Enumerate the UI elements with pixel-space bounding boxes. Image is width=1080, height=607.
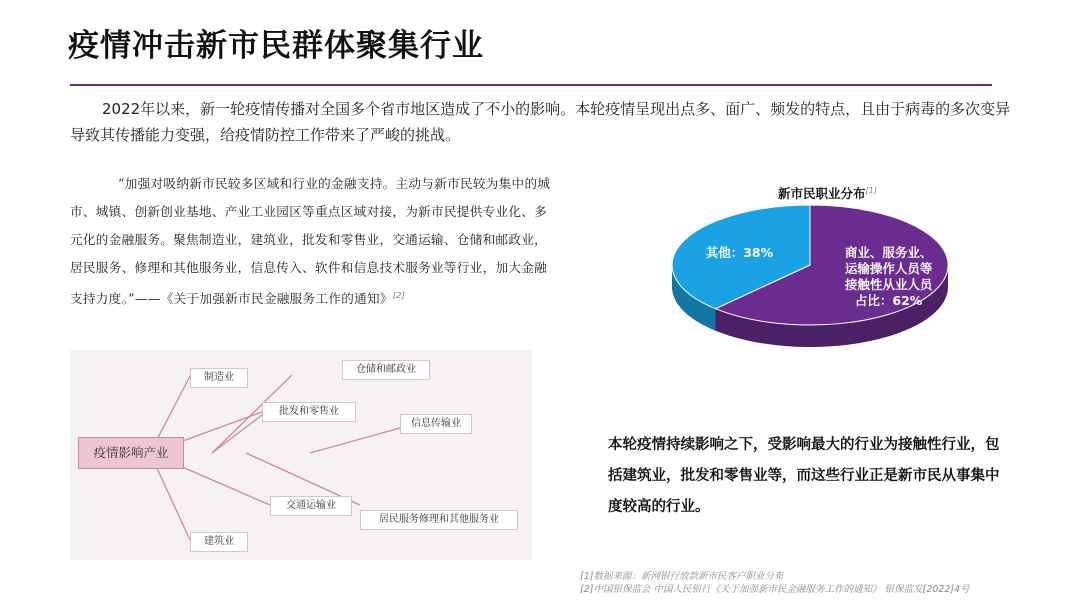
mindmap-node-it: 信息传输业 bbox=[400, 414, 472, 434]
mindmap-node-manufacturing: 制造业 bbox=[190, 368, 248, 388]
intro-paragraph: 2022年以来，新一轮疫情传播对全国多个省市地区造成了不小的影响。本轮疫情呈现出点多、面广、频发的特点，且由于病毒的多次变异导致其传播能力变强，给疫情防控工作带来了严峻的挑战。 bbox=[70, 100, 1011, 144]
mindmap-node-wholesale: 批发和零售业 bbox=[262, 402, 356, 422]
pie-chart-title-text: 新市民职业分布 bbox=[778, 186, 866, 201]
mindmap-node-transport: 交通运输业 bbox=[270, 496, 352, 516]
industry-mindmap bbox=[70, 350, 532, 560]
occupation-pie-chart bbox=[660, 195, 960, 390]
summary-text: 本轮疫情持续影响之下，受影响最大的行业为接触性行业，包括建筑业，批发和零售业等，而这些行业正是新市民从事集中度较高的行业。 bbox=[608, 437, 1000, 515]
pie-label-0-line-2: 接触性从业人员 bbox=[844, 277, 933, 293]
footnote-2: [2]中国银保监会 中国人民银行《关于加强新市民金融服务工作的通知》 银保监发[2022]4号 bbox=[580, 584, 970, 595]
policy-quote-text: “加强对吸纳新市民较多区域和行业的金融支持。主动与新市民较为集中的城市、城镇、创新创业基地、产业工业园区等重点区域对接，为新市民提供专业化、多元化的金融服务。聚焦制造业，建筑业，批发和零售业，交通运输、仓储和邮政业，居民服务、修理和其他服务业，信息传入、软件和信息技术服务业等行业，加大金融支持力度。”——《关于加强新市民金融服务工作的通知》 bbox=[70, 176, 551, 307]
pie-label-1-line-0: 其他：38% bbox=[705, 244, 774, 260]
quote-reference: [2] bbox=[392, 291, 406, 300]
page-title: 疫情冲击新市民群体聚集行业 bbox=[68, 28, 484, 64]
mindmap-root: 疫情影响产业 bbox=[78, 437, 184, 469]
pie-chart-title-ref: [1] bbox=[865, 185, 877, 195]
mindmap-node-services: 居民服务修理和其他服务业 bbox=[360, 510, 518, 530]
pie-label-0-line-3: 占比：62% bbox=[854, 293, 923, 309]
policy-quote bbox=[70, 170, 555, 313]
footnote-1: [1]数据来源：新网银行放款新市民客户职业分布 bbox=[580, 571, 784, 582]
title-divider bbox=[70, 84, 992, 86]
mindmap-node-warehouse: 仓储和邮政业 bbox=[342, 360, 430, 380]
pie-label-0-line-1: 运输操作人员等 bbox=[844, 261, 933, 277]
mindmap-node-construction: 建筑业 bbox=[190, 532, 248, 552]
pie-label-0-line-0: 商业、服务业、 bbox=[844, 245, 933, 261]
footnotes bbox=[580, 570, 1060, 596]
